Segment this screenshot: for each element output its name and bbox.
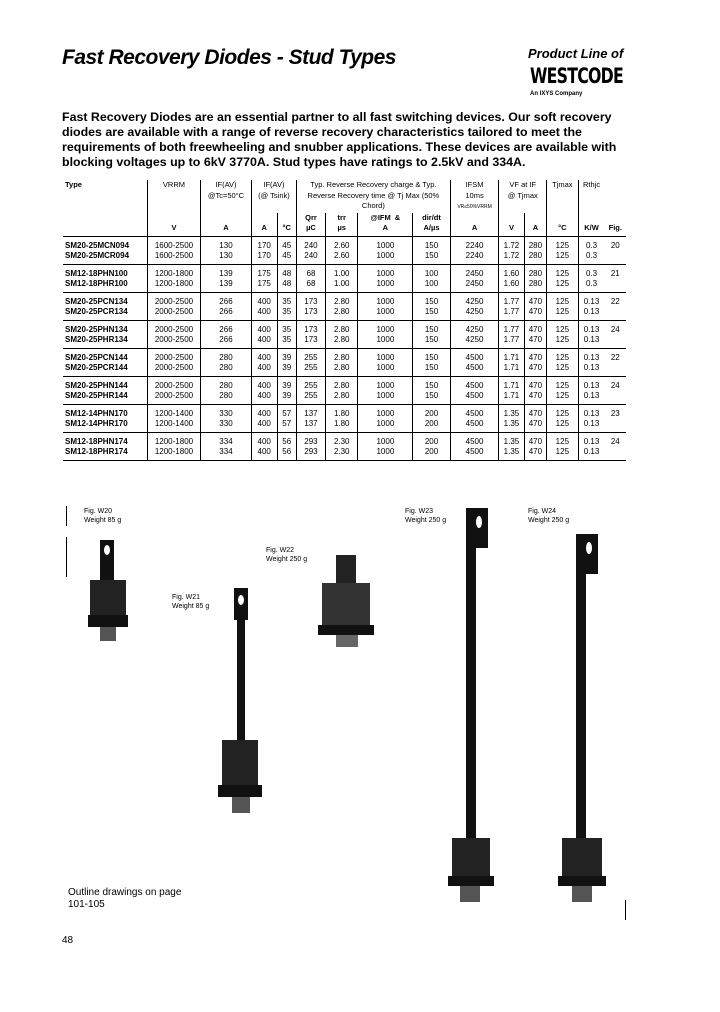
device-type: SM20-25MCN094 <box>65 240 130 250</box>
diode-image-w24 <box>558 534 606 902</box>
cell: 2450 <box>450 264 499 279</box>
cell: 0.13 <box>578 348 605 363</box>
cell: 2.60 <box>325 251 358 264</box>
cell: 1000 <box>358 335 413 348</box>
col-rth: Rthjc <box>578 180 605 213</box>
device-type: SM12-18PHR174 <box>63 447 147 460</box>
cell: 1200-1800 <box>147 447 200 460</box>
cell: 150 <box>413 236 451 251</box>
cell: 173 <box>296 320 325 335</box>
cell: 125 <box>547 264 578 279</box>
vf-cond: @ Tjmax <box>507 190 538 200</box>
cell: 0.13 <box>578 404 605 419</box>
cell: 1200-1800 <box>147 264 200 279</box>
cell: 4500 <box>450 363 499 376</box>
cell: 4250 <box>450 307 499 320</box>
cell: 470 <box>524 307 547 320</box>
cell: 280 <box>524 279 547 292</box>
cell: 255 <box>296 376 325 391</box>
cell: 1.60 <box>499 264 524 279</box>
unit-label: A <box>261 223 267 232</box>
cell: 2.30 <box>325 432 358 447</box>
unit-label: V <box>171 223 177 232</box>
cell: 334 <box>201 432 252 447</box>
cell: 400 <box>251 320 277 335</box>
cell: 470 <box>524 391 547 404</box>
cell: 280 <box>201 391 252 404</box>
cell: 1.71 <box>499 363 524 376</box>
unit-label: A <box>223 223 229 232</box>
cell: 266 <box>201 307 252 320</box>
device-type: SM20-25PCN134 <box>65 296 128 306</box>
cell: 173 <box>296 335 325 348</box>
fig-weight: Weight 250 g <box>405 517 447 524</box>
device-type: SM20-25PHR144 <box>63 391 147 404</box>
device-type: SM20-25PHN134 <box>65 324 128 334</box>
subheader-didt: dir/dt <box>422 212 441 222</box>
cell: 240 <box>296 236 325 251</box>
cell: 280 <box>201 348 252 363</box>
cell: 4250 <box>450 335 499 348</box>
cell: 125 <box>547 292 578 307</box>
product-line-label: Product Line of <box>528 46 624 61</box>
cell: 2000-2500 <box>147 363 200 376</box>
cell: 56 <box>277 447 296 460</box>
cell: 400 <box>251 292 277 307</box>
cell: 1000 <box>358 376 413 391</box>
cell: 0.13 <box>578 391 605 404</box>
cell: 139 <box>201 264 252 279</box>
cell: 2.80 <box>325 363 358 376</box>
cell: 200 <box>413 419 451 432</box>
unit-label: °C <box>282 223 291 232</box>
cell: 470 <box>524 419 547 432</box>
cell: 2240 <box>450 236 499 251</box>
fig-weight: Weight 250 g <box>266 556 308 563</box>
cell: 173 <box>296 307 325 320</box>
cell: 150 <box>413 307 451 320</box>
cell: 1200-1400 <box>147 404 200 419</box>
col-recovery: Typ. Reverse Recovery charge & Typ. Reverse Recovery time @ Tj Max (50% Chord) <box>296 180 450 213</box>
cell: 1000 <box>358 432 413 447</box>
cell: 1000 <box>358 264 413 279</box>
cell: 4500 <box>450 348 499 363</box>
device-type: SM12-14PHN170 <box>65 408 128 418</box>
unit-label: A <box>471 223 478 232</box>
outline-note <box>68 887 198 911</box>
cell: 1.35 <box>499 447 524 460</box>
cell: 150 <box>413 320 451 335</box>
cell: 2.80 <box>325 348 358 363</box>
subheader-amp: & <box>394 212 401 222</box>
cell: 1.77 <box>499 320 524 335</box>
cell: 400 <box>251 432 277 447</box>
cell: 1.00 <box>325 264 358 279</box>
device-type: SM20-25PHN144 <box>65 380 128 390</box>
cell: 2000-2500 <box>147 348 200 363</box>
cell: 470 <box>524 348 547 363</box>
cell: 4500 <box>450 419 499 432</box>
cell: 2000-2500 <box>147 307 200 320</box>
cell: 1600-2500 <box>147 251 200 264</box>
cell: 293 <box>296 447 325 460</box>
cell: 280 <box>201 376 252 391</box>
cell: 68 <box>296 279 325 292</box>
cell: 56 <box>277 432 296 447</box>
cell: 1200-1800 <box>147 432 200 447</box>
subheader-ifm: @IFM <box>370 212 391 222</box>
ifav2-cond: (@ Tsink) <box>258 190 290 200</box>
cell: 2.80 <box>325 292 358 307</box>
cell: 400 <box>251 419 277 432</box>
cell: 125 <box>547 391 578 404</box>
cell: 45 <box>277 236 296 251</box>
cell: 1.80 <box>325 404 358 419</box>
cell: 1600-2500 <box>147 236 200 251</box>
westcode-logo: WESTCODE <box>530 64 623 88</box>
cell: 2000-2500 <box>147 391 200 404</box>
cell: 24 <box>610 380 620 390</box>
subheader-trr: trr <box>337 212 346 222</box>
cell: 100 <box>413 264 451 279</box>
cell: 125 <box>547 279 578 292</box>
ifav2-label: IF(AV) <box>263 180 285 189</box>
cell: 4500 <box>450 376 499 391</box>
cell: 255 <box>296 391 325 404</box>
cell: 170 <box>251 236 277 251</box>
cell: 1000 <box>358 419 413 432</box>
cell: 150 <box>413 335 451 348</box>
cell: 125 <box>547 348 578 363</box>
cell: 150 <box>413 363 451 376</box>
unit-label: V <box>508 223 514 232</box>
cell: 23 <box>610 408 620 418</box>
outline-note-text: Outline drawings on page 101-105 <box>68 887 182 910</box>
cell: 1.77 <box>499 335 524 348</box>
cell: 130 <box>201 236 252 251</box>
cell: 137 <box>296 404 325 419</box>
cell: 0.13 <box>578 320 605 335</box>
cell: 2.80 <box>325 335 358 348</box>
cell: 4250 <box>450 320 499 335</box>
logo-subtitle: An IXYS Company <box>530 91 583 97</box>
cell: 139 <box>201 279 252 292</box>
ifsm-cond: 10ms <box>465 190 484 200</box>
cell: 330 <box>201 404 252 419</box>
cell: 150 <box>413 391 451 404</box>
col-tj: Tjmax <box>547 180 578 213</box>
cell: 470 <box>524 335 547 348</box>
cell: 1000 <box>358 307 413 320</box>
cell: 24 <box>610 436 620 446</box>
cell: 200 <box>413 404 451 419</box>
cell: 200 <box>413 432 451 447</box>
cell: 2.60 <box>325 236 358 251</box>
diode-image-w20 <box>88 540 128 641</box>
cell: 470 <box>524 447 547 460</box>
cell: 1.80 <box>325 419 358 432</box>
cell: 1.35 <box>499 404 524 419</box>
cell: 1.77 <box>499 292 524 307</box>
cell: 125 <box>547 376 578 391</box>
unit-label: A/µs <box>423 223 440 232</box>
cell: 175 <box>251 279 277 292</box>
cell: 2000-2500 <box>147 320 200 335</box>
device-type: SM12-18PHR100 <box>63 279 147 292</box>
vf-label: VF at IF <box>509 180 537 189</box>
cell: 334 <box>201 447 252 460</box>
cell: 35 <box>277 320 296 335</box>
cell: 1.77 <box>499 307 524 320</box>
cell: 0.3 <box>578 279 605 292</box>
cell: 1200-1400 <box>147 419 200 432</box>
cell: 20 <box>610 240 620 250</box>
cell: 400 <box>251 376 277 391</box>
cell: 2000-2500 <box>147 335 200 348</box>
cell: 0.13 <box>578 363 605 376</box>
cell: 470 <box>524 320 547 335</box>
device-type: SM20-25PCR134 <box>63 307 147 320</box>
unit-label: µs <box>337 223 346 232</box>
cell: 173 <box>296 292 325 307</box>
device-type: SM20-25PHR134 <box>63 335 147 348</box>
cell: 125 <box>547 307 578 320</box>
cell: 255 <box>296 363 325 376</box>
cell: 1000 <box>358 348 413 363</box>
cell: 125 <box>547 419 578 432</box>
cell: 0.13 <box>578 335 605 348</box>
cell: 125 <box>547 335 578 348</box>
cell: 2000-2500 <box>147 376 200 391</box>
ifav-cond: @Tc=50°C <box>207 190 245 200</box>
cell: 0.3 <box>578 264 605 279</box>
unit-label: A <box>382 223 389 232</box>
cell: 1.00 <box>325 279 358 292</box>
cell: 39 <box>277 348 296 363</box>
cell: 1200-1800 <box>147 279 200 292</box>
cell: 0.13 <box>578 419 605 432</box>
cell: 0.13 <box>578 376 605 391</box>
cell: 1000 <box>358 320 413 335</box>
cell: 137 <box>296 419 325 432</box>
cell: 21 <box>610 268 620 278</box>
cell: 130 <box>201 251 252 264</box>
cell: 125 <box>547 320 578 335</box>
unit-label: K/W <box>584 223 599 232</box>
fig-weight: Weight 85 g <box>172 603 210 610</box>
device-type: SM12-14PHR170 <box>63 419 147 432</box>
cell: 170 <box>251 251 277 264</box>
cell: 2.80 <box>325 307 358 320</box>
device-type: SM20-25MCR094 <box>63 251 147 264</box>
cell: 1000 <box>358 251 413 264</box>
device-type: SM12-18PHN174 <box>65 436 128 446</box>
cell: 280 <box>524 236 547 251</box>
cell: 1.71 <box>499 348 524 363</box>
intro-paragraph: Fast Recovery Diodes are an essential partner to all fast switching devices. Our soft recovery diodes are available with a range of reverse recovery characteristics tailored to meet the requirements of both freewheeling and snubber applications. These devices are available with blocking voltages up to 6kV 3770A. Stud types have ratings to 2.5kV and 334A. <box>62 110 617 169</box>
cell: 2.80 <box>325 320 358 335</box>
cell: 1.71 <box>499 391 524 404</box>
ifsm-label: IFSM <box>465 180 484 189</box>
cell: 39 <box>277 376 296 391</box>
page-number: 48 <box>62 935 74 946</box>
ifsm-cond2: VR≤50%VRRM <box>457 204 492 210</box>
cell: 1000 <box>358 279 413 292</box>
col-type: Type <box>65 180 82 189</box>
cell: 400 <box>251 307 277 320</box>
unit-label: A <box>532 223 539 232</box>
cell: 48 <box>277 279 296 292</box>
cell: 125 <box>547 432 578 447</box>
cell: 35 <box>277 335 296 348</box>
cell: 1.35 <box>499 432 524 447</box>
cell: 470 <box>524 432 547 447</box>
subheader-qrr: Qrr <box>305 212 317 222</box>
cell: 2.30 <box>325 447 358 460</box>
col-vrrm: VRRM <box>147 180 200 213</box>
cell: 1000 <box>358 404 413 419</box>
cell: 35 <box>277 292 296 307</box>
cell: 0.3 <box>578 236 605 251</box>
cell: 400 <box>251 391 277 404</box>
cell: 400 <box>251 447 277 460</box>
fig-weight: Weight 250 g <box>528 517 570 524</box>
cell: 57 <box>277 404 296 419</box>
cell: 125 <box>547 251 578 264</box>
cell: 0.13 <box>578 307 605 320</box>
cell: 470 <box>524 292 547 307</box>
unit-label: Fig. <box>608 223 622 232</box>
cell: 280 <box>524 264 547 279</box>
cell: 125 <box>547 236 578 251</box>
cell: 48 <box>277 264 296 279</box>
page-title: Fast Recovery Diodes - Stud Types <box>62 46 396 69</box>
cell: 2240 <box>450 251 499 264</box>
cell: 2000-2500 <box>147 292 200 307</box>
cell: 1.72 <box>499 251 524 264</box>
cell: 1.35 <box>499 419 524 432</box>
cell: 400 <box>251 348 277 363</box>
unit-label: µC <box>306 223 316 232</box>
cell: 4500 <box>450 404 499 419</box>
fig-id: Fig. W23 <box>405 508 434 515</box>
cell: 280 <box>524 251 547 264</box>
cell: 400 <box>251 404 277 419</box>
cell: 330 <box>201 419 252 432</box>
cell: 0.13 <box>578 432 605 447</box>
cell: 175 <box>251 264 277 279</box>
diode-image-w21 <box>218 588 262 813</box>
device-type: SM20-25PCN144 <box>65 352 128 362</box>
cell: 68 <box>296 264 325 279</box>
cell: 266 <box>201 320 252 335</box>
fig-id: Fig. W22 <box>266 547 295 554</box>
cell: 150 <box>413 251 451 264</box>
cell: 1000 <box>358 447 413 460</box>
cell: 400 <box>251 363 277 376</box>
cell: 125 <box>547 404 578 419</box>
cell: 150 <box>413 376 451 391</box>
cell: 39 <box>277 391 296 404</box>
cell: 1000 <box>358 236 413 251</box>
cell: 266 <box>201 335 252 348</box>
fig-weight: Weight 85 g <box>84 517 122 524</box>
unit-label: °C <box>558 223 567 232</box>
cell: 293 <box>296 432 325 447</box>
cell: 24 <box>610 324 620 334</box>
cell: 280 <box>201 363 252 376</box>
fig-id: Fig. W24 <box>528 508 557 515</box>
cell: 125 <box>547 447 578 460</box>
cell: 470 <box>524 363 547 376</box>
cell: 240 <box>296 251 325 264</box>
cell: 150 <box>413 292 451 307</box>
ifav-label: IF(AV) <box>215 180 237 189</box>
cell: 1000 <box>358 292 413 307</box>
cell: 4250 <box>450 292 499 307</box>
cell: 100 <box>413 279 451 292</box>
cell: 125 <box>547 363 578 376</box>
cell: 35 <box>277 307 296 320</box>
cell: 0.13 <box>578 447 605 460</box>
cell: 0.13 <box>578 292 605 307</box>
cell: 1.71 <box>499 376 524 391</box>
cell: 39 <box>277 363 296 376</box>
cell: 4500 <box>450 391 499 404</box>
cell: 1.60 <box>499 279 524 292</box>
cell: 200 <box>413 447 451 460</box>
diode-image-w23 <box>448 508 494 902</box>
device-type: SM12-18PHN100 <box>65 268 128 278</box>
cell: 4500 <box>450 447 499 460</box>
cell: 57 <box>277 419 296 432</box>
cell: 2450 <box>450 279 499 292</box>
cell: 1.72 <box>499 236 524 251</box>
cell: 470 <box>524 376 547 391</box>
cell: 470 <box>524 404 547 419</box>
cell: 1000 <box>358 391 413 404</box>
device-type: SM20-25PCR144 <box>63 363 147 376</box>
cell: 0.3 <box>578 251 605 264</box>
cell: 266 <box>201 292 252 307</box>
diode-image-w22 <box>318 555 374 647</box>
cell: 45 <box>277 251 296 264</box>
cell: 22 <box>610 296 620 306</box>
cell: 1000 <box>358 363 413 376</box>
cell: 4500 <box>450 432 499 447</box>
cell: 400 <box>251 335 277 348</box>
fig-id: Fig. W21 <box>172 594 201 601</box>
cell: 2.80 <box>325 376 358 391</box>
cell: 150 <box>413 348 451 363</box>
cell: 255 <box>296 348 325 363</box>
cell: 22 <box>610 352 620 362</box>
fig-id: Fig. W20 <box>84 508 113 515</box>
cell: 2.80 <box>325 391 358 404</box>
